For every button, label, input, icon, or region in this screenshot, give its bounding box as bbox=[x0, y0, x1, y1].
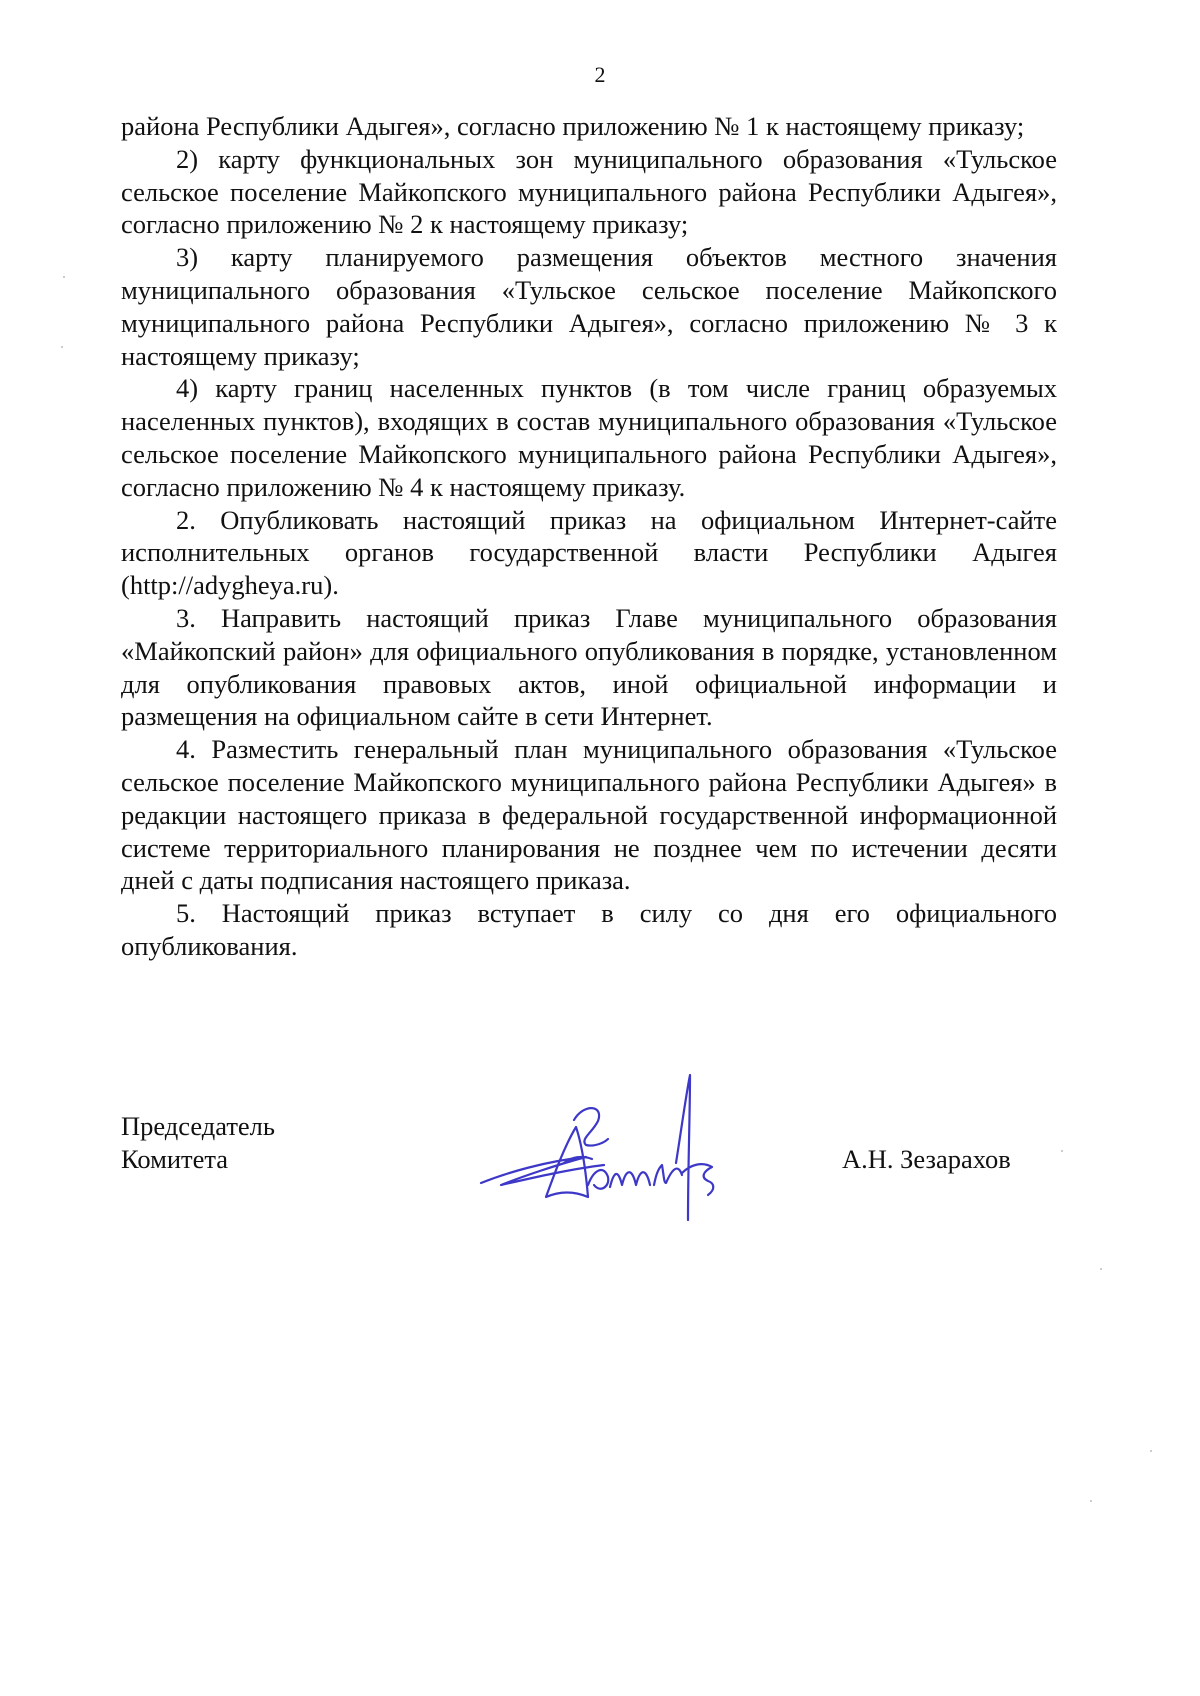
signatory-name: А.Н. Зезарахов bbox=[842, 1144, 1011, 1174]
paragraph-item-1-continuation: района Республики Адыгея», согласно приложению № 1 к настоящему приказу; bbox=[121, 111, 1025, 141]
paragraph-clause-3-send-to-head: 3. Направить настоящий приказ Главе муниципального образования «Майкопский район» для официального опубликования в порядке, установленном для опубликования правовых актов, иной официальной информации и размещения на официальном сайте в сети Интернет. bbox=[121, 602, 1057, 732]
scan-speck bbox=[1061, 1150, 1063, 1152]
paragraph-item-2-functional-zones-map: 2) карту функциональных зон муниципального образования «Тульское сельское поселение Майкопского муниципального района Республики Адыгея», согласно приложению № 2 к настоящему приказу; bbox=[121, 143, 1057, 240]
signatory-position-line-1: Председатель bbox=[121, 1111, 275, 1141]
signatory-position bbox=[121, 1110, 275, 1176]
scan-speck bbox=[63, 276, 65, 278]
paragraph-item-4-settlement-borders-map: 4) карту границ населенных пунктов (в том числе границ образуемых населенных пунктов), входящих в состав муниципального образования «Тульское сельское поселение Майкопского муниципального района Республики Адыгея», согласно приложению № 4 к настоящему приказу. bbox=[121, 373, 1057, 502]
paragraph-item-3-planned-objects-map: 3) карту планируемого размещения объектов местного значения муниципального образования «Тульское сельское поселение Майкопского муниципального района Республики Адыгея», согласно приложению № 3 к настоящему приказу; bbox=[121, 242, 1057, 371]
handwritten-signature bbox=[476, 1065, 726, 1235]
scan-speck bbox=[1100, 1268, 1102, 1270]
signatory-position-line-2: Комитета bbox=[121, 1143, 229, 1174]
scan-speck bbox=[61, 346, 63, 348]
page-number: 2 bbox=[594, 62, 606, 87]
signature-block bbox=[121, 1110, 1061, 1260]
document-body bbox=[121, 110, 1057, 963]
paragraph-clause-5-entry-into-force: 5. Настоящий приказ вступает в силу со дня его официального опубликования. bbox=[121, 898, 1057, 961]
paragraph-clause-4-place-general-plan: 4. Разместить генеральный план муниципального образования «Тульское сельское поселение Майкопского муниципального района Республики Адыгея» в редакции настоящего приказа в федеральной государственной информационной системе территориального планирования не позднее чем по истечении десяти дней с даты подписания настоящего приказа. bbox=[121, 734, 1057, 896]
scan-speck bbox=[1150, 1450, 1152, 1452]
paragraph-clause-2-publish-online: 2. Опубликовать настоящий приказ на официальном Интернет-сайте исполнительных органов государственной власти Республики Адыгея (http://adygheya.ru). bbox=[121, 504, 1057, 601]
scan-speck bbox=[1090, 1500, 1092, 1502]
